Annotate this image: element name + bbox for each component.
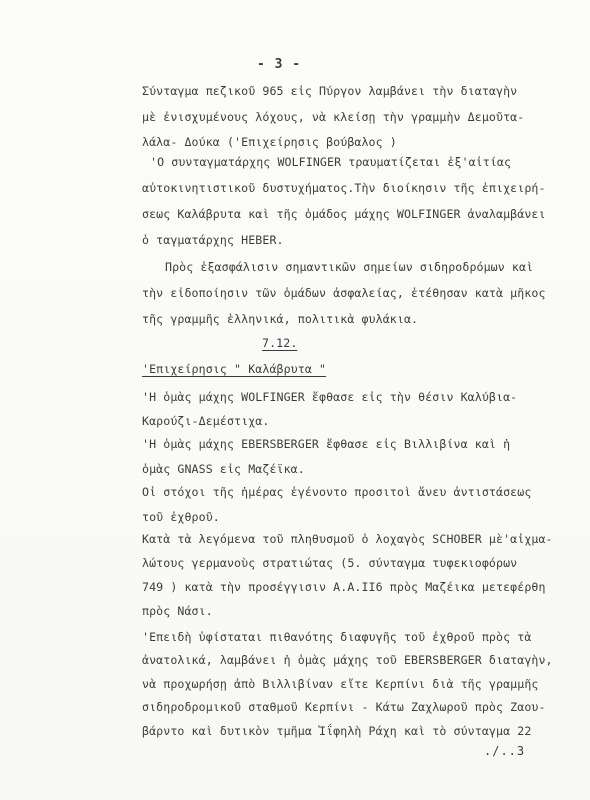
text-line: τοῦ ἐχθροῦ. — [142, 510, 220, 524]
text-line: πρὸς Νάσι. — [142, 604, 213, 618]
text-line: 'Ο συνταγματάρχης WOLFINGER τραυματίζεται ἐξ'αἰτίας — [150, 155, 512, 169]
text-line: τὴν εἰδοποίησιν τῶν ὁμάδων ἀσφαλείας, ἐτέθησαν κατὰ μῆκος — [142, 286, 546, 300]
text-line: βάρντο καὶ δυτικὸν τμῆμα Ἰΐφηλὴ Ράχη καὶ τὸ σύνταγμα 22 — [142, 724, 532, 738]
text-line: μὲ ἐνισχυμένους λόχους, νὰ κλείσῃ τὴν γραμμὴν Δεμοῦτα- — [142, 110, 525, 124]
text-line: 'Επειδὴ ὑφίσταται πιθανότης διαφυγῆς τοῦ ἐχθροῦ πρὸς τὰ — [142, 630, 532, 644]
text-line: 'Η ὁμὰς μάχης EBERSBERGER ἔφθασε εἰς Βιλλιβίνα καὶ ἡ — [142, 437, 511, 451]
text-line: λώτους γερμανοὺς στρατιώτας (5. σύνταγμα τυφεκιοφόρων — [142, 556, 518, 570]
text-line: λάλα- Δούκα ('Επιχείρησις βούβαλος ) — [142, 135, 397, 149]
text-line: Σύνταγμα πεζικοῦ 965 εἰς Πύργον λαμβάνει τὴν διαταγὴν — [142, 84, 518, 98]
text-line: Πρὸς ἐξασφάλισιν σημαντικῶν σημείων σιδηροδρόμων καὶ — [165, 260, 534, 274]
text-line: σιδηροδρομικοῦ σταθμοῦ Κερπίνι - Κάτω Ζαχλωροῦ πρὸς Ζαου- — [142, 700, 546, 714]
text-line: τῆς γραμμῆς ἑλληνικά, πολιτικὰ φυλάκια. — [142, 312, 419, 326]
text-line: ἀνατολικά, λαμβάνει ἡ ὁμὰς μάχης τοῦ EBERSBERGER διαταγὴν, — [142, 653, 553, 667]
text-line: αὐτοκινητιστικοῦ δυστυχήματος.Τὴν διοίκησιν τῆς ἐπιχειρή- — [142, 181, 546, 195]
text-line: Καρούζι-Δεμέστιχα. — [142, 414, 270, 428]
section-date: 7.12. — [262, 336, 298, 350]
text-line: νὰ προχωρήσῃ ἀπὸ Βιλλιβίναν εἴτε Κερπίνι διὰ τῆς γραμμῆς — [142, 677, 539, 691]
text-line: 'Η ὁμὰς μάχης WOLFINGER ἔφθασε εἰς τὴν θέσιν Καλύβια- — [142, 390, 518, 404]
text-line: Κατὰ τὰ λεγόμενα τοῦ πληθυσμοῦ ὁ λοχαγὸς SCHOBER μὲ'αἰχμα- — [142, 532, 553, 546]
continuation-mark: ./..3 — [484, 744, 526, 758]
text-line: σεως Καλάβρυτα καὶ τῆς ὁμάδος μάχης WOLFINGER ἀναλαμβάνει — [142, 207, 546, 221]
text-line: ὁ ταγματάρχης HEBER. — [142, 233, 284, 247]
page-number: - 3 - — [257, 57, 302, 72]
text-line: ὁμὰς GNASS εἰς Μαζέϊκα. — [142, 462, 305, 476]
text-line: Οἱ στόχοι τῆς ἡμέρας ἐγένοντο προσιτοὶ ἄνευ ἀντιστάσεως — [142, 485, 532, 499]
section-title: 'Επιχείρησις " Καλάβρυτα " — [142, 362, 327, 376]
text-line: 749 ) κατὰ τὴν προσέγγισιν Α.Α.ΙΙ6 πρὸς Μαζέικα μετεφέρθη — [142, 580, 546, 594]
